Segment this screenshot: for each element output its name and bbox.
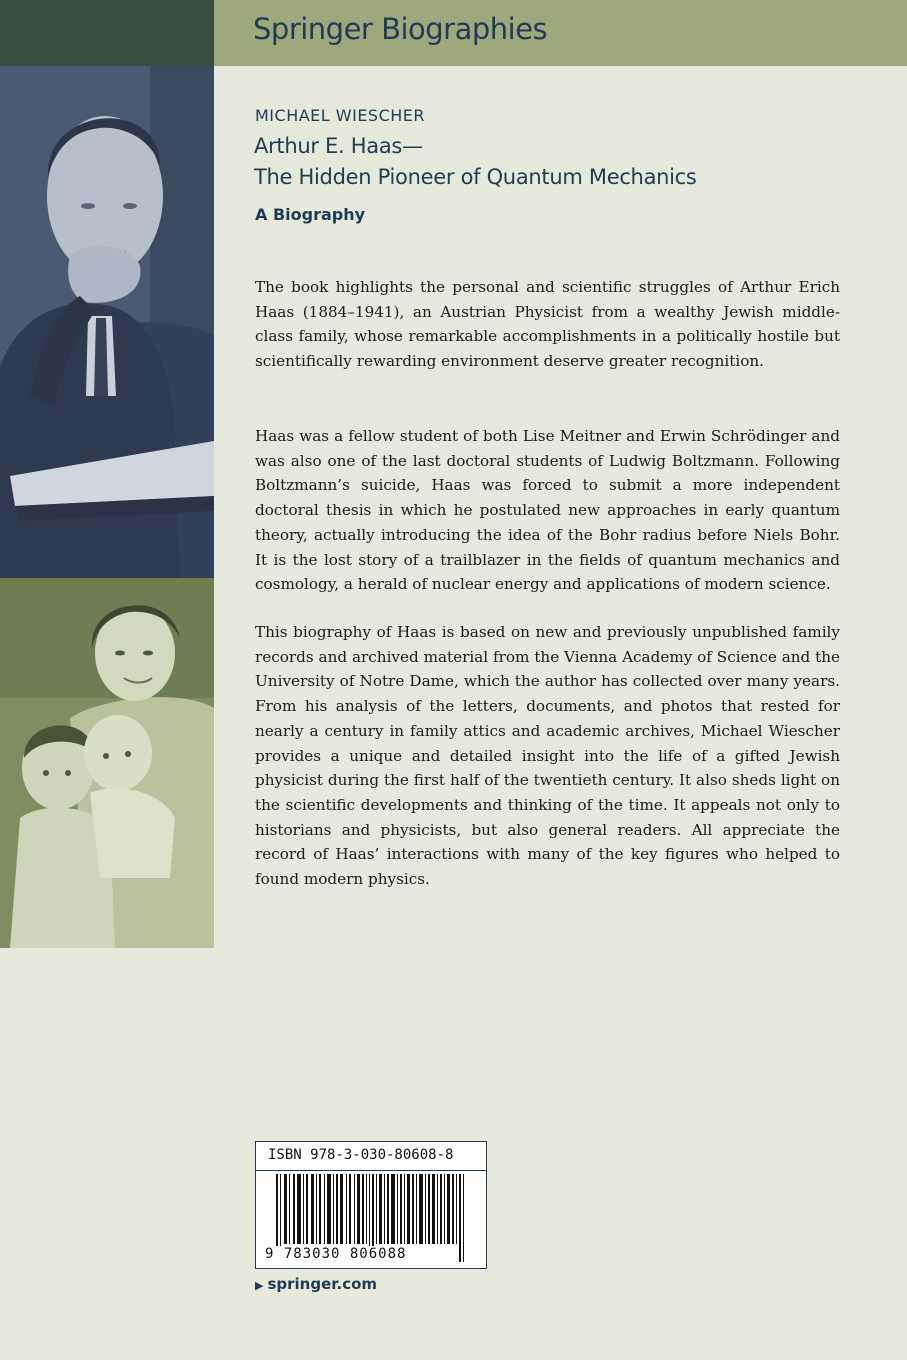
book-subtitle: A Biography xyxy=(255,205,366,224)
family-illustration xyxy=(0,578,214,948)
publisher-link[interactable] xyxy=(255,1275,377,1293)
series-band-dark-block xyxy=(0,0,214,66)
play-arrow-icon: ▶ xyxy=(255,1279,264,1292)
author-name: MICHAEL WIESCHER xyxy=(255,106,426,125)
isbn-barcode xyxy=(255,1141,487,1269)
publisher-site-text: springer.com xyxy=(267,1275,378,1293)
blurb-paragraph-2: Haas was a fellow student of both Lise Meitner and Erwin Schrödinger and was also one of the last doctoral students of Ludwig Boltzmann. Following Boltzmann’s suicide, Haas was forced to submit a more independent doctoral thesis in which he postulated new approaches in early quantum theory, actually introducing the idea of the Bohr radius before Niels Bohr. It is the lost story of a trailblazer in the fields of quantum mechanics and cosmology, a herald of nuclear energy and applications of modern science. xyxy=(255,427,840,594)
isbn-divider xyxy=(256,1170,486,1171)
portrait-illustration xyxy=(0,66,214,578)
series-band xyxy=(0,0,907,66)
book-title-line-2: The Hidden Pioneer of Quantum Mechanics xyxy=(254,165,697,189)
isbn-label: ISBN 978-3-030-80608-8 xyxy=(268,1147,454,1163)
book-title xyxy=(254,131,697,193)
family-photo xyxy=(0,578,214,948)
portrait-photo xyxy=(0,66,214,578)
book-title-line-1: Arthur E. Haas— xyxy=(254,134,423,158)
barcode-digits: 9 783030 806088 xyxy=(265,1246,407,1262)
series-title: Springer Biographies xyxy=(253,12,548,46)
blurb-paragraph-1: The book highlights the personal and scientific struggles of Arthur Erich Haas (1884–1941), an Austrian Physicist from a wealthy Jewish middle-class family, whose remarkable accomplishments in a politically hostile but scientifically rewarding environment deserve greater recognition. xyxy=(255,278,840,371)
blurb-paragraph-3: This biography of Haas is based on new and previously unpublished family records and archived material from the Vienna Academy of Science and the University of Notre Dame, which the author has collected over many years. From his analysis of the letters, documents, and photos that rested for nearly a century in family attics and academic archives, Michael Wiescher provides a unique and detailed insight into the life of a gifted Jewish physicist during the first half of the twentieth century. It also sheds light on the scientific developments and thinking of the time. It appeals not only to historians and physicists, but also general readers. All appreciate the record of Haas’ interactions with many of the key figures who helped to found modern physics. xyxy=(255,623,840,889)
